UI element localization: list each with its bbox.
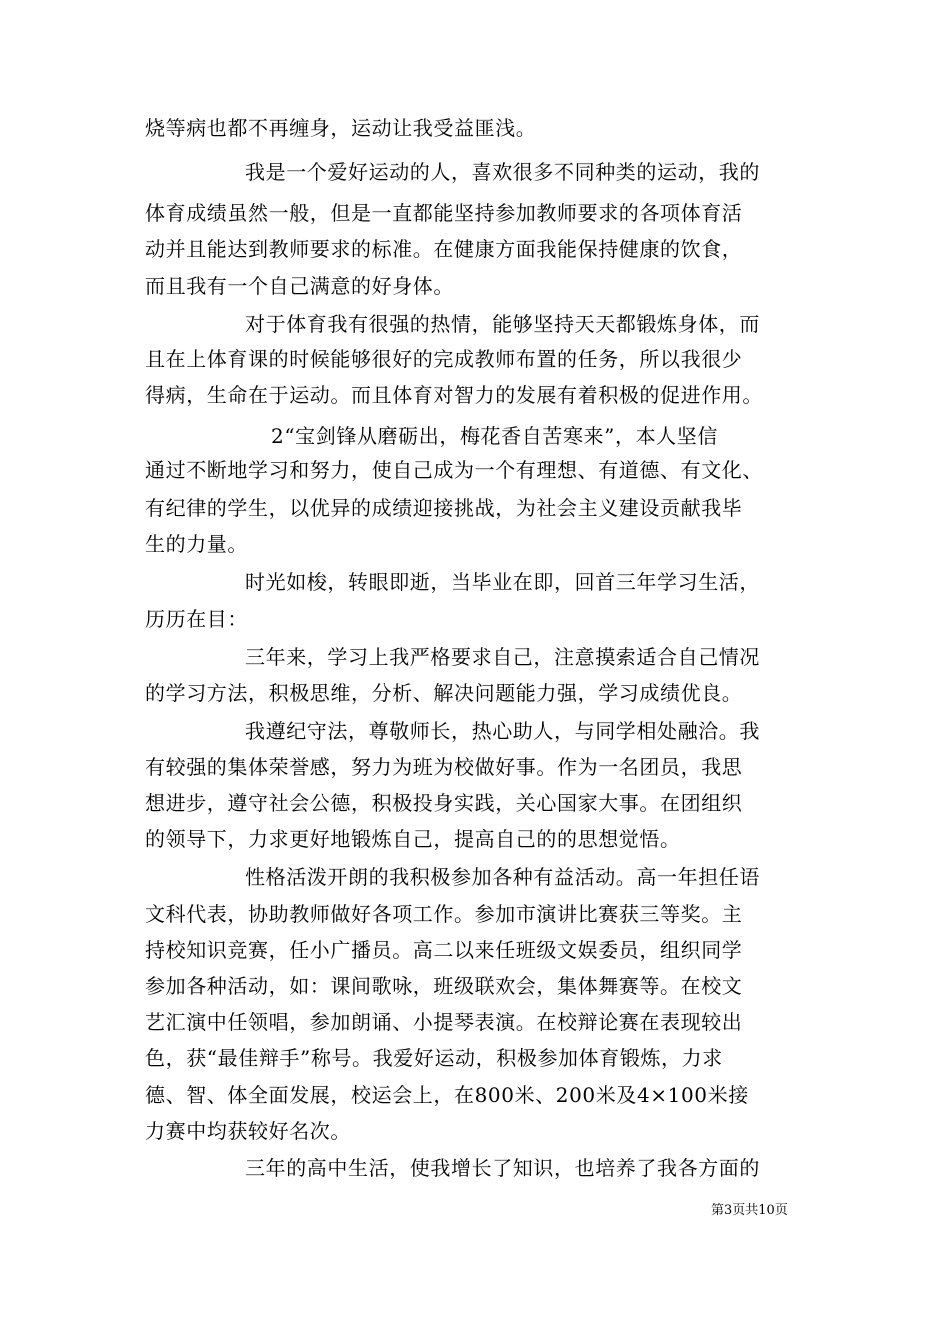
text-line: 时光如梭，转眼即逝，当毕业在即，回首三年学习生活，	[245, 570, 760, 594]
text-line: 且在上体育课的时候能够很好的完成教师布置的任务，所以我很少	[145, 347, 743, 371]
text-line: 文科代表，协助教师做好各项工作。参加市演讲比赛获三等奖。主	[145, 902, 743, 926]
text-line: 历历在目：	[145, 607, 248, 631]
text-line: 三年的高中生活，使我增长了知识，也培养了我各方面的	[245, 1156, 760, 1180]
text-line: 我遵纪守法，尊敬师长，热心助人，与同学相处融洽。我	[245, 719, 760, 743]
text-line: 力赛中均获较好名次。	[145, 1119, 351, 1143]
text-line: 体育成绩虽然一般，但是一直都能坚持参加教师要求的各项体育活	[145, 201, 743, 225]
text-line: 的领导下，力求更好地锻炼自己，提高自己的的思想觉悟。	[145, 827, 681, 851]
text-line: 有较强的集体荣誉感，努力为班为校做好事。作为一名团员，我思	[145, 755, 743, 779]
text-line: 三年来，学习上我严格要求自己，注意摸索适合自己情况	[245, 645, 760, 669]
text-line: 参加各种活动，如：课间歌咏，班级联欢会，集体舞赛等。在校文	[145, 974, 743, 998]
text-line: 2“宝剑锋从磨砺出，梅花香自苦寒来”，本人坚信	[271, 424, 718, 448]
text-line: 动并且能达到教师要求的标准。在健康方面我能保持健康的饮食，	[145, 237, 743, 261]
text-line: 得病，生命在于运动。而且体育对智力的发展有着积极的促进作用。	[145, 383, 763, 407]
text-line: 通过不断地学习和努力，使自己成为一个有理想、有道德、有文化、	[145, 458, 763, 482]
text-line: 我是一个爱好运动的人，喜欢很多不同种类的运动，我的	[245, 160, 760, 184]
text-line: 艺汇演中任领唱，参加朗诵、小提琴表演。在校辩论赛在表现较出	[145, 1010, 743, 1034]
text-line: 的学习方法，积极思维，分析、解决问题能力强，学习成绩优良。	[145, 681, 743, 705]
text-line: 烧等病也都不再缠身，运动让我受益匪浅。	[145, 116, 537, 140]
text-line: 性格活泼开朗的我积极参加各种有益活动。高一年担任语	[245, 865, 760, 889]
text-line: 想进步，遵守社会公德，积极投身实践，关心国家大事。在团组织	[145, 791, 743, 815]
text-line: 德、智、体全面发展，校运会上，在800米、200米及4×100米接	[145, 1083, 749, 1107]
text-line: 而且我有一个自己满意的好身体。	[145, 274, 454, 298]
text-line: 持校知识竞赛，任小广播员。高二以来任班级文娱委员，组织同学	[145, 938, 743, 962]
text-line: 色，获“最佳辩手”称号。我爱好运动，积极参加体育锻炼，力求	[145, 1046, 723, 1070]
text-line: 生的力量。	[145, 532, 248, 556]
page-number: 第3页共10页	[711, 1203, 788, 1218]
text-line: 对于体育我有很强的热情，能够坚持天天都锻炼身体，而	[245, 312, 760, 336]
text-line: 有纪律的学生，以优异的成绩迎接挑战，为社会主义建设贡献我毕	[145, 496, 743, 520]
